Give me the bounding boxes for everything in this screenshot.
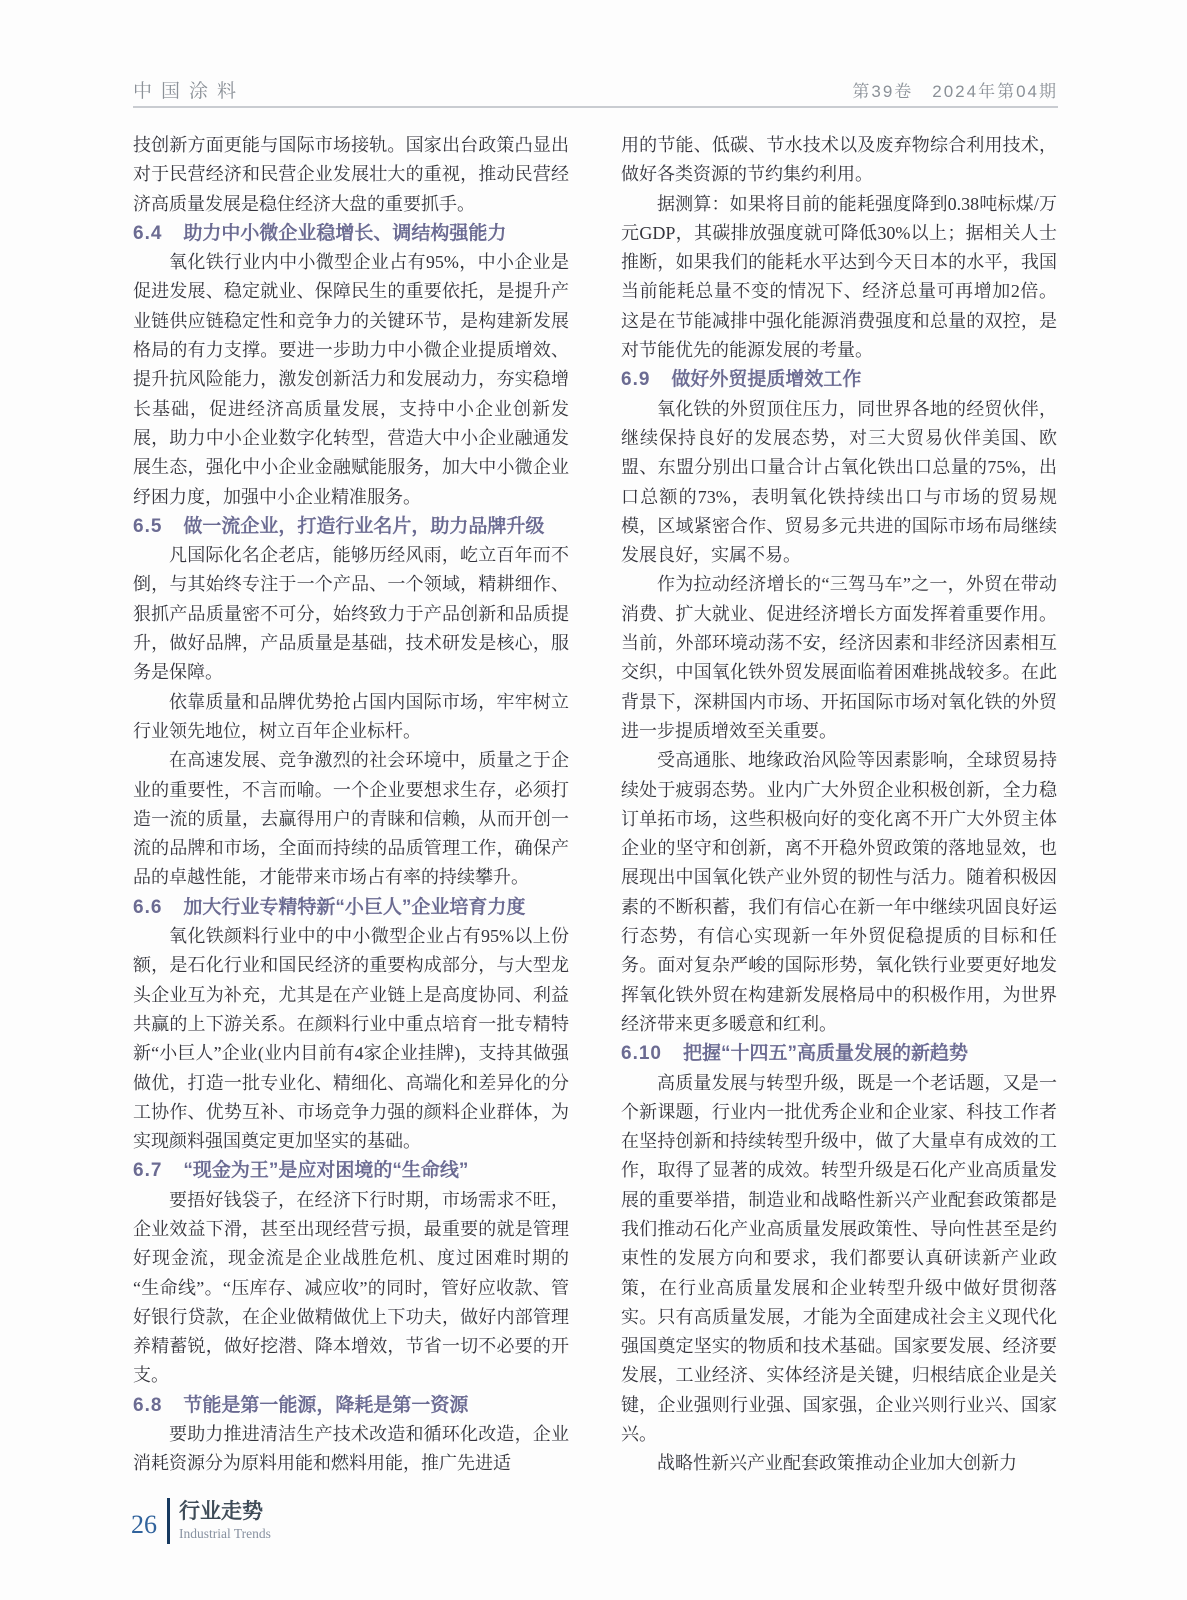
header-rule — [133, 106, 1058, 108]
section-number: 6.10 — [621, 1043, 662, 1065]
footer-divider-bar — [167, 1498, 170, 1544]
paragraph-continuation: 技创新方面更能与国际市场接轨。国家出台政策凸显出对于民营经济和民营企业发展壮大的重视，推动民营经济高质量发展是稳住经济大盘的重要抓手。 — [133, 135, 569, 214]
section-title: 把握“十四五”高质量发展的新趋势 — [682, 1043, 968, 1065]
body-paragraph: 高质量发展与转型升级，既是一个老话题，又是一个新课题，行业内一批优秀企业和企业家、科技工作者在坚持创新和持续转型升级中，做了大量卓有成效的工作，取得了显著的成效。转型升级是石化产业高质量发展的重要举措，制造业和战略性新兴产业配套政策都是我们推动石化产业高质量发展政策性、导向性甚至是约束性的发展方向和要求，我们都要认真研读新产业政策，在行业高质量发展和企业转型升级中做好贯彻落实。只有高质量发展，才能为全面建成社会主义现代化强国奠定坚实的物质和技术基础。国家要发展、经济要发展，工业经济、实体经济是关键，归根结底企业是关键，企业强则行业强、国家强，企业兴则行业兴、国家兴。 — [621, 1072, 1057, 1445]
section-heading — [133, 1391, 569, 1420]
page-header — [133, 76, 1058, 103]
body-paragraph: 要助力推进清洁生产技术改造和循环化改造，企业消耗资源分为原料用能和燃料用能，推广先进适 — [133, 1424, 569, 1474]
section-heading — [133, 219, 569, 248]
page-footer — [131, 1496, 271, 1546]
body-paragraph: 氧化铁的外贸顶住压力，同世界各地的经贸伙伴，继续保持良好的发展态势，对三大贸易伙伴美国、欧盟、东盟分别出口量合计占氧化铁出口总量的75%，出口总额的73%，表明氧化铁持续出口与市场的贸易规模，区域紧密合作、贸易多元共进的国际市场布局继续发展良好，实属不易。 — [621, 398, 1057, 566]
body-paragraph: 战略性新兴产业配套政策推动企业加大创新力 — [657, 1453, 1017, 1474]
section-heading — [133, 893, 569, 922]
footer-section-title-en: Industrial Trends — [179, 1526, 271, 1541]
body-paragraph: 要捂好钱袋子，在经济下行时期，市场需求不旺，企业效益下滑，甚至出现经营亏损，最重要的就是管理好现金流，现金流是企业战胜危机、度过困难时期的“生命线”。“压库存、减应收”的同时，管好应收款、管好银行贷款，在企业做精做优上下功夫，做好内部管理养精蓄锐，做好挖潜、降本增效，节省一切不必要的开支。 — [133, 1189, 569, 1386]
section-heading — [133, 512, 569, 541]
footer-section — [179, 1500, 271, 1542]
section-title: 助力中小微企业稳增长、调结构强能力 — [183, 222, 507, 244]
column-right — [621, 131, 1057, 1479]
body-paragraph: 据测算：如果将目前的能耗强度降到0.38吨标煤/万元GDP，其碳排放强度就可降低30%以上；据相关人士推断，如果我们的能耗水平达到今天日本的水平，我国当前能耗总量不变的情况下、经济总量可再增加2倍。这是在节能减排中强化能源消费强度和总量的双控，是对节能优先的能源发展的考量。 — [621, 193, 1057, 361]
section-number: 6.8 — [133, 1394, 163, 1416]
section-title: 做好外贸提质增效工作 — [671, 369, 862, 391]
column-left — [133, 131, 569, 1479]
section-title: “现金为王”是应对困境的“生命线” — [183, 1160, 469, 1182]
section-heading — [133, 1156, 569, 1185]
section-number: 6.5 — [133, 515, 163, 537]
section-number: 6.7 — [133, 1160, 163, 1182]
body-paragraph: 依靠质量和品牌优势抢占国内国际市场，牢牢树立行业领先地位，树立百年企业标杆。 — [133, 691, 569, 741]
section-title: 节能是第一能源，降耗是第一资源 — [183, 1394, 469, 1416]
paragraph-continuation: 用的节能、低碳、节水技术以及废弃物综合利用技术，做好各类资源的节约集约利用。 — [621, 135, 1057, 185]
section-heading — [621, 365, 1057, 394]
body-paragraph: 作为拉动经济增长的“三驾马车”之一，外贸在带动消费、扩大就业、促进经济增长方面发挥着重要作用。当前，外部环境动荡不安，经济因素和非经济因素相互交织，中国氧化铁外贸发展面临着困难挑战较多。在此背景下，深耕国内市场、开拓国际市场对氧化铁的外贸进一步提质增效至关重要。 — [621, 574, 1057, 741]
section-heading — [621, 1039, 1057, 1068]
section-number: 6.4 — [133, 222, 163, 244]
body-paragraph: 氧化铁行业内中小微型企业占有95%，中小企业是促进发展、稳定就业、保障民生的重要依托，是提升产业链供应链稳定性和竞争力的关键环节，是构建新发展格局的有力支撑。要进一步助力中小微企业提质增效、提升抗风险能力，激发创新活力和发展动力，夯实稳增长基础，促进经济高质量发展，支持中小企业创新发展，助力中小企业数字化转型，营造大中小企业融通发展生态，强化中小企业金融赋能服务，加大中小微企业纾困力度，加强中小企业精准服务。 — [133, 252, 569, 507]
footer-section-title-cn: 行业走势 — [179, 1500, 263, 1523]
section-number: 6.9 — [621, 369, 651, 391]
body-paragraph: 凡国际化名企老店，能够历经风雨，屹立百年而不倒，与其始终专注于一个产品、一个领域，精耕细作、狠抓产品质量密不可分，始终致力于产品创新和品质提升，做好品牌，产品质量是基础，技术研发是核心，服务是保障。 — [133, 545, 569, 683]
section-number: 6.6 — [133, 896, 163, 918]
body-paragraph: 氧化铁颜料行业中的中小微型企业占有95%以上份额，是石化行业和国民经济的重要构成部分，与大型龙头企业互为补充，尤其是在产业链上是高度协同、利益共赢的上下游关系。在颜料行业中重点培育一批专精特新“小巨人”企业(业内目前有4家企业挂牌)，支持其做强做优，打造一批专业化、精细化、高端化和差异化的分工协作、优势互补、市场竞争力强的颜料企业群体，为实现颜料强国奠定更加坚实的基础。 — [133, 926, 569, 1152]
issue-info: 第39卷 2024年第04期 — [852, 82, 1058, 101]
article-body — [133, 131, 1057, 1479]
journal-title: 中国涂料 — [133, 81, 246, 102]
section-title: 加大行业专精特新“小巨人”企业培育力度 — [183, 896, 526, 918]
page-number: 26 — [131, 1510, 157, 1539]
section-title: 做一流企业，打造行业名片，助力品牌升级 — [183, 515, 545, 537]
body-paragraph: 在高速发展、竞争激烈的社会环境中，质量之于企业的重要性，不言而喻。一个企业要想求生存，必须打造一流的质量，去赢得用户的青睐和信赖，从而开创一流的品牌和市场，全面而持续的品质管理工作，确保产品的卓越性能，才能带来市场占有率的持续攀升。 — [133, 750, 569, 888]
body-paragraph: 受高通胀、地缘政治风险等因素影响，全球贸易持续处于疲弱态势。业内广大外贸企业积极创新，全力稳订单拓市场，这些积极向好的变化离不开广大外贸主体企业的坚守和创新，离不开稳外贸政策的落地显效，也展现出中国氧化铁产业外贸的韧性与活力。随着积极因素的不断积蓄，我们有信心在新一年中继续巩固良好运行态势，有信心实现新一年外贸促稳提质的目标和任务。面对复杂严峻的国际形势，氧化铁行业要更好地发挥氧化铁外贸在构建新发展格局中的积极作用，为世界经济带来更多暖意和红利。 — [621, 750, 1057, 1034]
